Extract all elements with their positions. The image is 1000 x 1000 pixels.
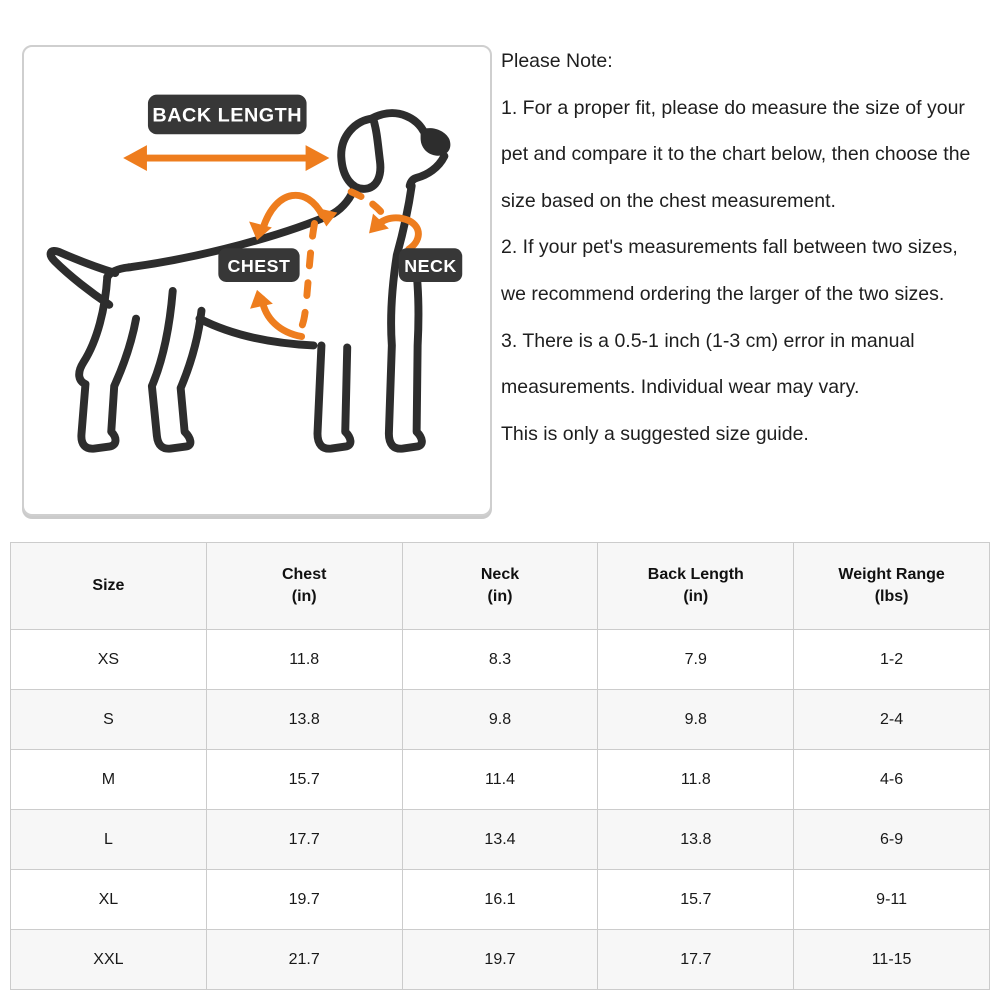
cell-neck: 9.8 <box>402 690 598 750</box>
cell-weight: 2-4 <box>794 690 990 750</box>
cell-back-length: 17.7 <box>598 930 794 990</box>
header-chest: Chest (in) <box>206 543 402 630</box>
note-line: size based on the chest measurement. <box>501 189 836 212</box>
cell-back-length: 11.8 <box>598 750 794 810</box>
cell-weight: 1-2 <box>794 630 990 690</box>
table-row-l <box>11 810 990 870</box>
back-length-label: BACK LENGTH <box>152 104 303 127</box>
cell-weight: 11-15 <box>794 930 990 990</box>
dog-front-leg-far <box>317 345 350 448</box>
back-length-arrow-left-head <box>123 145 147 171</box>
table-row-xl <box>11 870 990 930</box>
header-back-length: Back Length (in) <box>598 543 794 630</box>
cell-chest: 11.8 <box>206 630 402 690</box>
neck-label: NECK <box>404 256 457 277</box>
note-line: 2. If your pet's measurements fall between two sizes, <box>501 236 958 259</box>
cell-neck: 16.1 <box>402 870 598 930</box>
note-line: This is only a suggested size guide. <box>501 422 809 445</box>
table-row-s <box>11 690 990 750</box>
header-size: Size <box>11 543 207 630</box>
chest-label: CHEST <box>227 256 291 277</box>
size-chart-header <box>11 543 990 630</box>
size-chart-body <box>11 630 990 990</box>
note-line: pet and compare it to the chart below, then choose the <box>501 143 971 166</box>
cell-back-length: 13.8 <box>598 810 794 870</box>
cell-neck: 19.7 <box>402 930 598 990</box>
cell-chest: 19.7 <box>206 870 402 930</box>
cell-weight: 9-11 <box>794 870 990 930</box>
measurement-diagram-box <box>22 45 492 516</box>
table-row-xxl <box>11 930 990 990</box>
dog-rear-leg-near <box>152 291 202 449</box>
dog-ear <box>341 118 380 188</box>
chest-up-arrow-head <box>250 290 273 309</box>
cell-chest: 17.7 <box>206 810 402 870</box>
dog-nose <box>421 128 451 156</box>
dog-muzzle <box>410 156 445 186</box>
cell-chest: 21.7 <box>206 930 402 990</box>
cell-neck: 11.4 <box>402 750 598 810</box>
size-measurement-diagram <box>24 47 490 514</box>
size-chart-table <box>10 542 990 990</box>
cell-size: XS <box>11 630 207 690</box>
cell-size: XL <box>11 870 207 930</box>
cell-chest: 15.7 <box>206 750 402 810</box>
note-line: 1. For a proper fit, please do measure the size of your <box>501 96 965 119</box>
notes-title: Please Note: <box>501 50 613 72</box>
cell-back-length: 7.9 <box>598 630 794 690</box>
back-length-arrow-right-head <box>306 145 330 171</box>
cell-chest: 13.8 <box>206 690 402 750</box>
cell-size: XXL <box>11 930 207 990</box>
note-line: measurements. Individual wear may vary. <box>501 376 860 399</box>
cell-neck: 13.4 <box>402 810 598 870</box>
cell-weight: 4-6 <box>794 750 990 810</box>
cell-size: M <box>11 750 207 810</box>
chest-girth-dashed-line <box>299 223 315 332</box>
table-row-m <box>11 750 990 810</box>
neck-girth-dashed-line <box>351 192 384 216</box>
header-row <box>11 543 990 630</box>
note-line: 3. There is a 0.5-1 inch (1-3 cm) error in manual <box>501 329 915 352</box>
table-row-xs <box>11 630 990 690</box>
notes-section <box>501 38 1000 457</box>
header-weight-range: Weight Range (lbs) <box>794 543 990 630</box>
cell-size: L <box>11 810 207 870</box>
cell-neck: 8.3 <box>402 630 598 690</box>
note-line: we recommend ordering the larger of the two sizes. <box>501 282 945 305</box>
cell-weight: 6-9 <box>794 810 990 870</box>
cell-size: S <box>11 690 207 750</box>
cell-back-length: 15.7 <box>598 870 794 930</box>
cell-back-length: 9.8 <box>598 690 794 750</box>
header-neck: Neck (in) <box>402 543 598 630</box>
dog-rear-leg-far <box>79 277 136 449</box>
